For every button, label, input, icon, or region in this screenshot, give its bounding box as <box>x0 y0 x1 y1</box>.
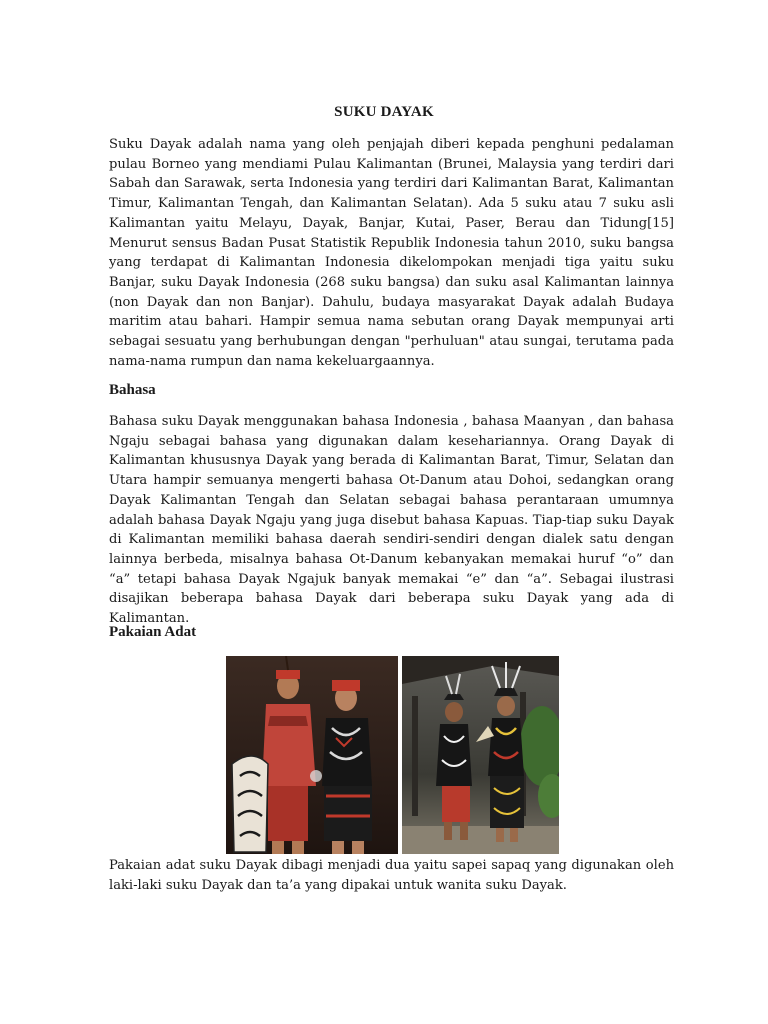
photo-couple-outdoor-image <box>402 656 559 854</box>
heading-pakaian-adat: Pakaian Adat <box>109 624 197 640</box>
paragraph-pakaian-adat: Pakaian adat suku Dayak dibagi menjadi dua yaitu sapei sapaq yang digunakan oleh laki-laki suku Dayak dan ta’a yang dipakai untuk wanita suku Dayak. <box>109 858 674 893</box>
photo-couple-studio-image <box>226 656 398 854</box>
document-title: SUKU DAYAK <box>334 104 434 120</box>
photo-couple-studio <box>226 656 398 854</box>
heading-bahasa: Bahasa <box>109 382 156 398</box>
paragraph-bahasa: Bahasa suku Dayak menggunakan bahasa Indonesia , bahasa Maanyan , dan bahasa Ngaju sebagai bahasa yang digunakan dalam kesehariannya. Orang Dayak di Kalimantan khususnya Dayak yang berada di Kalimantan Barat, Timur, Selatan dan Utara hampir semuanya mengerti bahasa Ot-Danum atau Dohoi, sedangkan orang Dayak Kalimantan Tengah dan Selatan sebagai bahasa perantaraan umumnya adalah bahasa Dayak Ngaju yang juga disebut bahasa Kapuas. Tiap-tiap suku Dayak di Kalimantan memiliki bahasa daerah sendiri-sendiri dengan dialek satu dengan lainnya berbeda, misalnya bahasa Ot-Danum kebanyakan memakai huruf “o” dan “a” tetapi bahasa Dayak Ngajuk banyak memakai “e” dan “a”. Sebagai ilustrasi disajikan beberapa bahasa Dayak dari beberapa suku Dayak yang ada di Kalimantan. <box>109 414 674 627</box>
photo-couple-outdoor <box>402 656 559 854</box>
paragraph-intro: Suku Dayak adalah nama yang oleh penjajah diberi kepada penghuni pedalaman pulau Borneo yang mendiami Pulau Kalimantan (Brunei, Malaysia yang terdiri dari Sabah dan Sarawak, serta Indonesia yang terdiri dari Kalimantan Barat, Kalimantan Timur, Kalimantan Tengah, dan Kalimantan Selatan). Ada 5 suku atau 7 suku asli Kalimantan yaitu Melayu, Dayak, Banjar, Kutai, Paser, Berau dan Tidung[15] Menurut sensus Badan Pusat Statistik Republik Indonesia tahun 2010, suku bangsa yang terdapat di Kalimantan Indonesia dikelompokan menjadi tiga yaitu suku Banjar, suku Dayak Indonesia (268 suku bangsa) dan suku asal Kalimantan lainnya (non Dayak dan non Banjar). Dahulu, budaya masyarakat Dayak adalah Budaya maritim atau bahari. Hampir semua nama sebutan orang Dayak mempunyai arti sebagai sesuatu yang berhubungan dengan "perhuluan" atau sungai, terutama pada nama-nama rumpun dan nama kekeluargaannya. <box>109 137 674 369</box>
